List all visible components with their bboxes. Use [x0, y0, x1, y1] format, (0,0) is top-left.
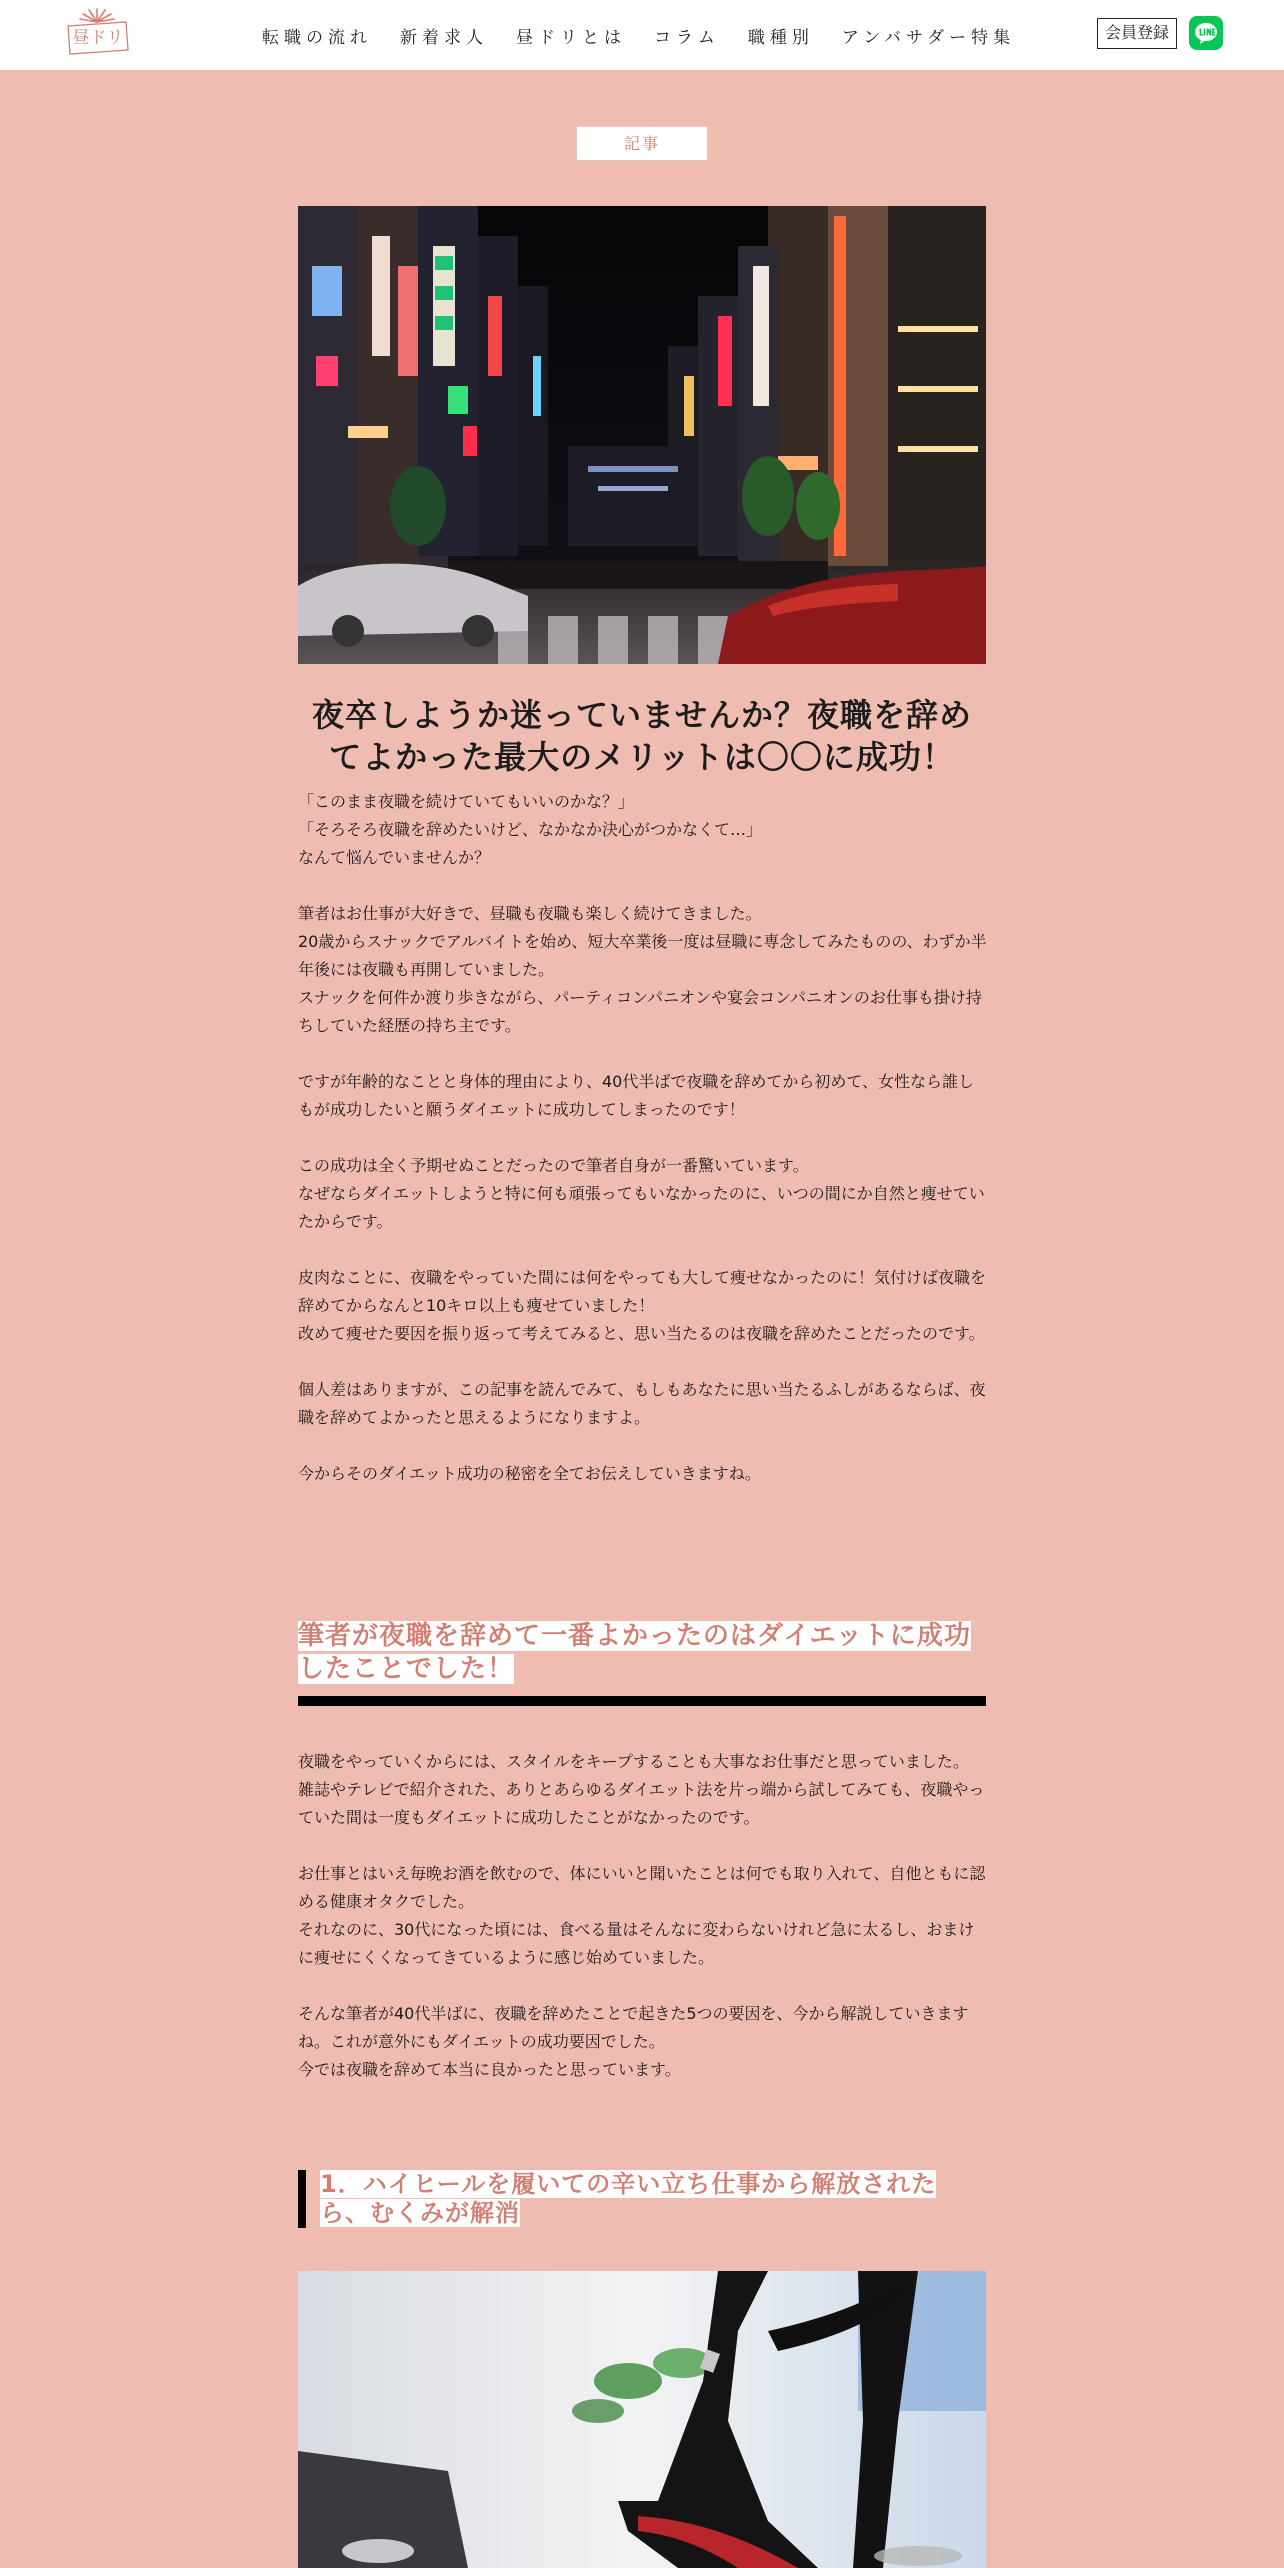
site-logo[interactable]	[62, 6, 132, 58]
section-heading-block	[298, 1620, 986, 1706]
intro-paragraph: 今からそのダイエット成功の秘密を全てお伝えしていきますね。	[298, 1464, 761, 1483]
nav-item-career-flow[interactable]: 転職の流れ	[262, 27, 372, 48]
nav-item-ambassador[interactable]: アンバサダー特集	[841, 27, 1016, 48]
section-body	[298, 1748, 988, 2084]
subsection-heading-text: 1．ハイヒールを履いての辛い立ち仕事から解放されたら、むくみが解消	[320, 2170, 937, 2227]
section-paragraph: 夜職をやっていくからには、スタイルをキープすることも大事なお仕事だと思っていました。 雑誌やテレビで紹介された、ありとあらゆるダイエット法を片っ端から試してみても、夜職やっていた間は一度もダイエットに成功したことがなかったのです。	[298, 1752, 985, 1827]
intro-paragraph: 皮肉なことに、夜職をやっていた間には何をやっても大して痩せなかったのに！気付けば夜職を辞めてからなんと10キロ以上も痩せていました！ 改めて痩せた要因を振り返って考えてみると、思い当たるのは夜職を辞めたことだったのです。	[298, 1268, 987, 1343]
section-paragraph: そんな筆者が40代半ばに、夜職を辞めたことで起きた5つの要因を、今から解説していきますね。これが意外にもダイエットの成功要因でした。 今では夜職を辞めて本当に良かったと思っています。	[298, 2004, 969, 2079]
line-icon	[1189, 16, 1223, 50]
logo-text: 昼ドリ	[72, 28, 124, 48]
site-header	[0, 0, 1284, 70]
intro-paragraph: 「このまま夜職を続けていてもいいのかな？」 「そろそろ夜職を辞めたいけど、なかなか決心がつかなくて…」 なんて悩んでいませんか？	[298, 792, 763, 867]
article-title: 夜卒しようか迷っていませんか？夜職を辞めてよかった最大のメリットは〇〇に成功！	[311, 696, 972, 776]
subsection-heading-block	[298, 2170, 986, 2228]
nav-item-new-jobs[interactable]: 新着求人	[400, 27, 488, 48]
high-heel-shoe-image	[298, 2271, 986, 2568]
intro-paragraph: この成功は全く予期せぬことだったので筆者自身が一番驚いています。 なぜならダイエットしようと特に何も頑張ってもいなかったのに、いつの間にか自然と痩せていたからです。	[298, 1156, 985, 1231]
main-nav	[262, 0, 1043, 70]
register-button[interactable]: 会員登録	[1097, 18, 1177, 49]
section-heading-text: 筆者が夜職を辞めて一番よかったのはダイエットに成功したことでした！	[298, 1621, 971, 1684]
nav-item-column[interactable]: コラム	[654, 27, 720, 48]
subsection-heading	[320, 2170, 986, 2228]
intro-paragraph: ですが年齢的なことと身体的理由により、40代半ばで夜職を辞めてから初めて、女性なら誰しもが成功したいと願うダイエットに成功してしまったのです！	[298, 1072, 975, 1119]
intro-paragraph: 個人差はありますが、この記事を読んでみて、もしもあなたに思い当たるふしがあるならば、夜職を辞めてよかったと思えるようになりますよ。	[298, 1380, 986, 1427]
section-heading	[298, 1620, 986, 1686]
article-intro	[298, 788, 988, 1488]
night-city-street-image	[298, 206, 986, 664]
nav-item-job-types[interactable]: 職種別	[747, 27, 814, 48]
nav-item-about[interactable]: 昼ドリとは	[516, 27, 626, 48]
section-heading-rule	[298, 1696, 986, 1706]
category-badge[interactable]: 記事	[576, 126, 708, 161]
section-paragraph: お仕事とはいえ毎晩お酒を飲むので、体にいいと聞いたことは何でも取り入れて、自他ともに認める健康オタクでした。 それなのに、30代になった頃には、食べる量はそんなに変わらないけれど急に太るし、おまけに痩せにくくなってきているように感じ始めていました。	[298, 1864, 986, 1967]
intro-paragraph: 筆者はお仕事が大好きで、昼職も夜職も楽しく続けてきました。 20歳からスナックでアルバイトを始め、短大卒業後一度は昼職に専念してみたものの、わずか半年後には夜職も再開していました。 スナックを何件か渡り歩きながら、パーティコンパニオンや宴会コンパニオンのお仕事も掛け持ちしていた経歴の持ち主です。	[298, 904, 987, 1035]
line-button[interactable]	[1189, 16, 1223, 50]
